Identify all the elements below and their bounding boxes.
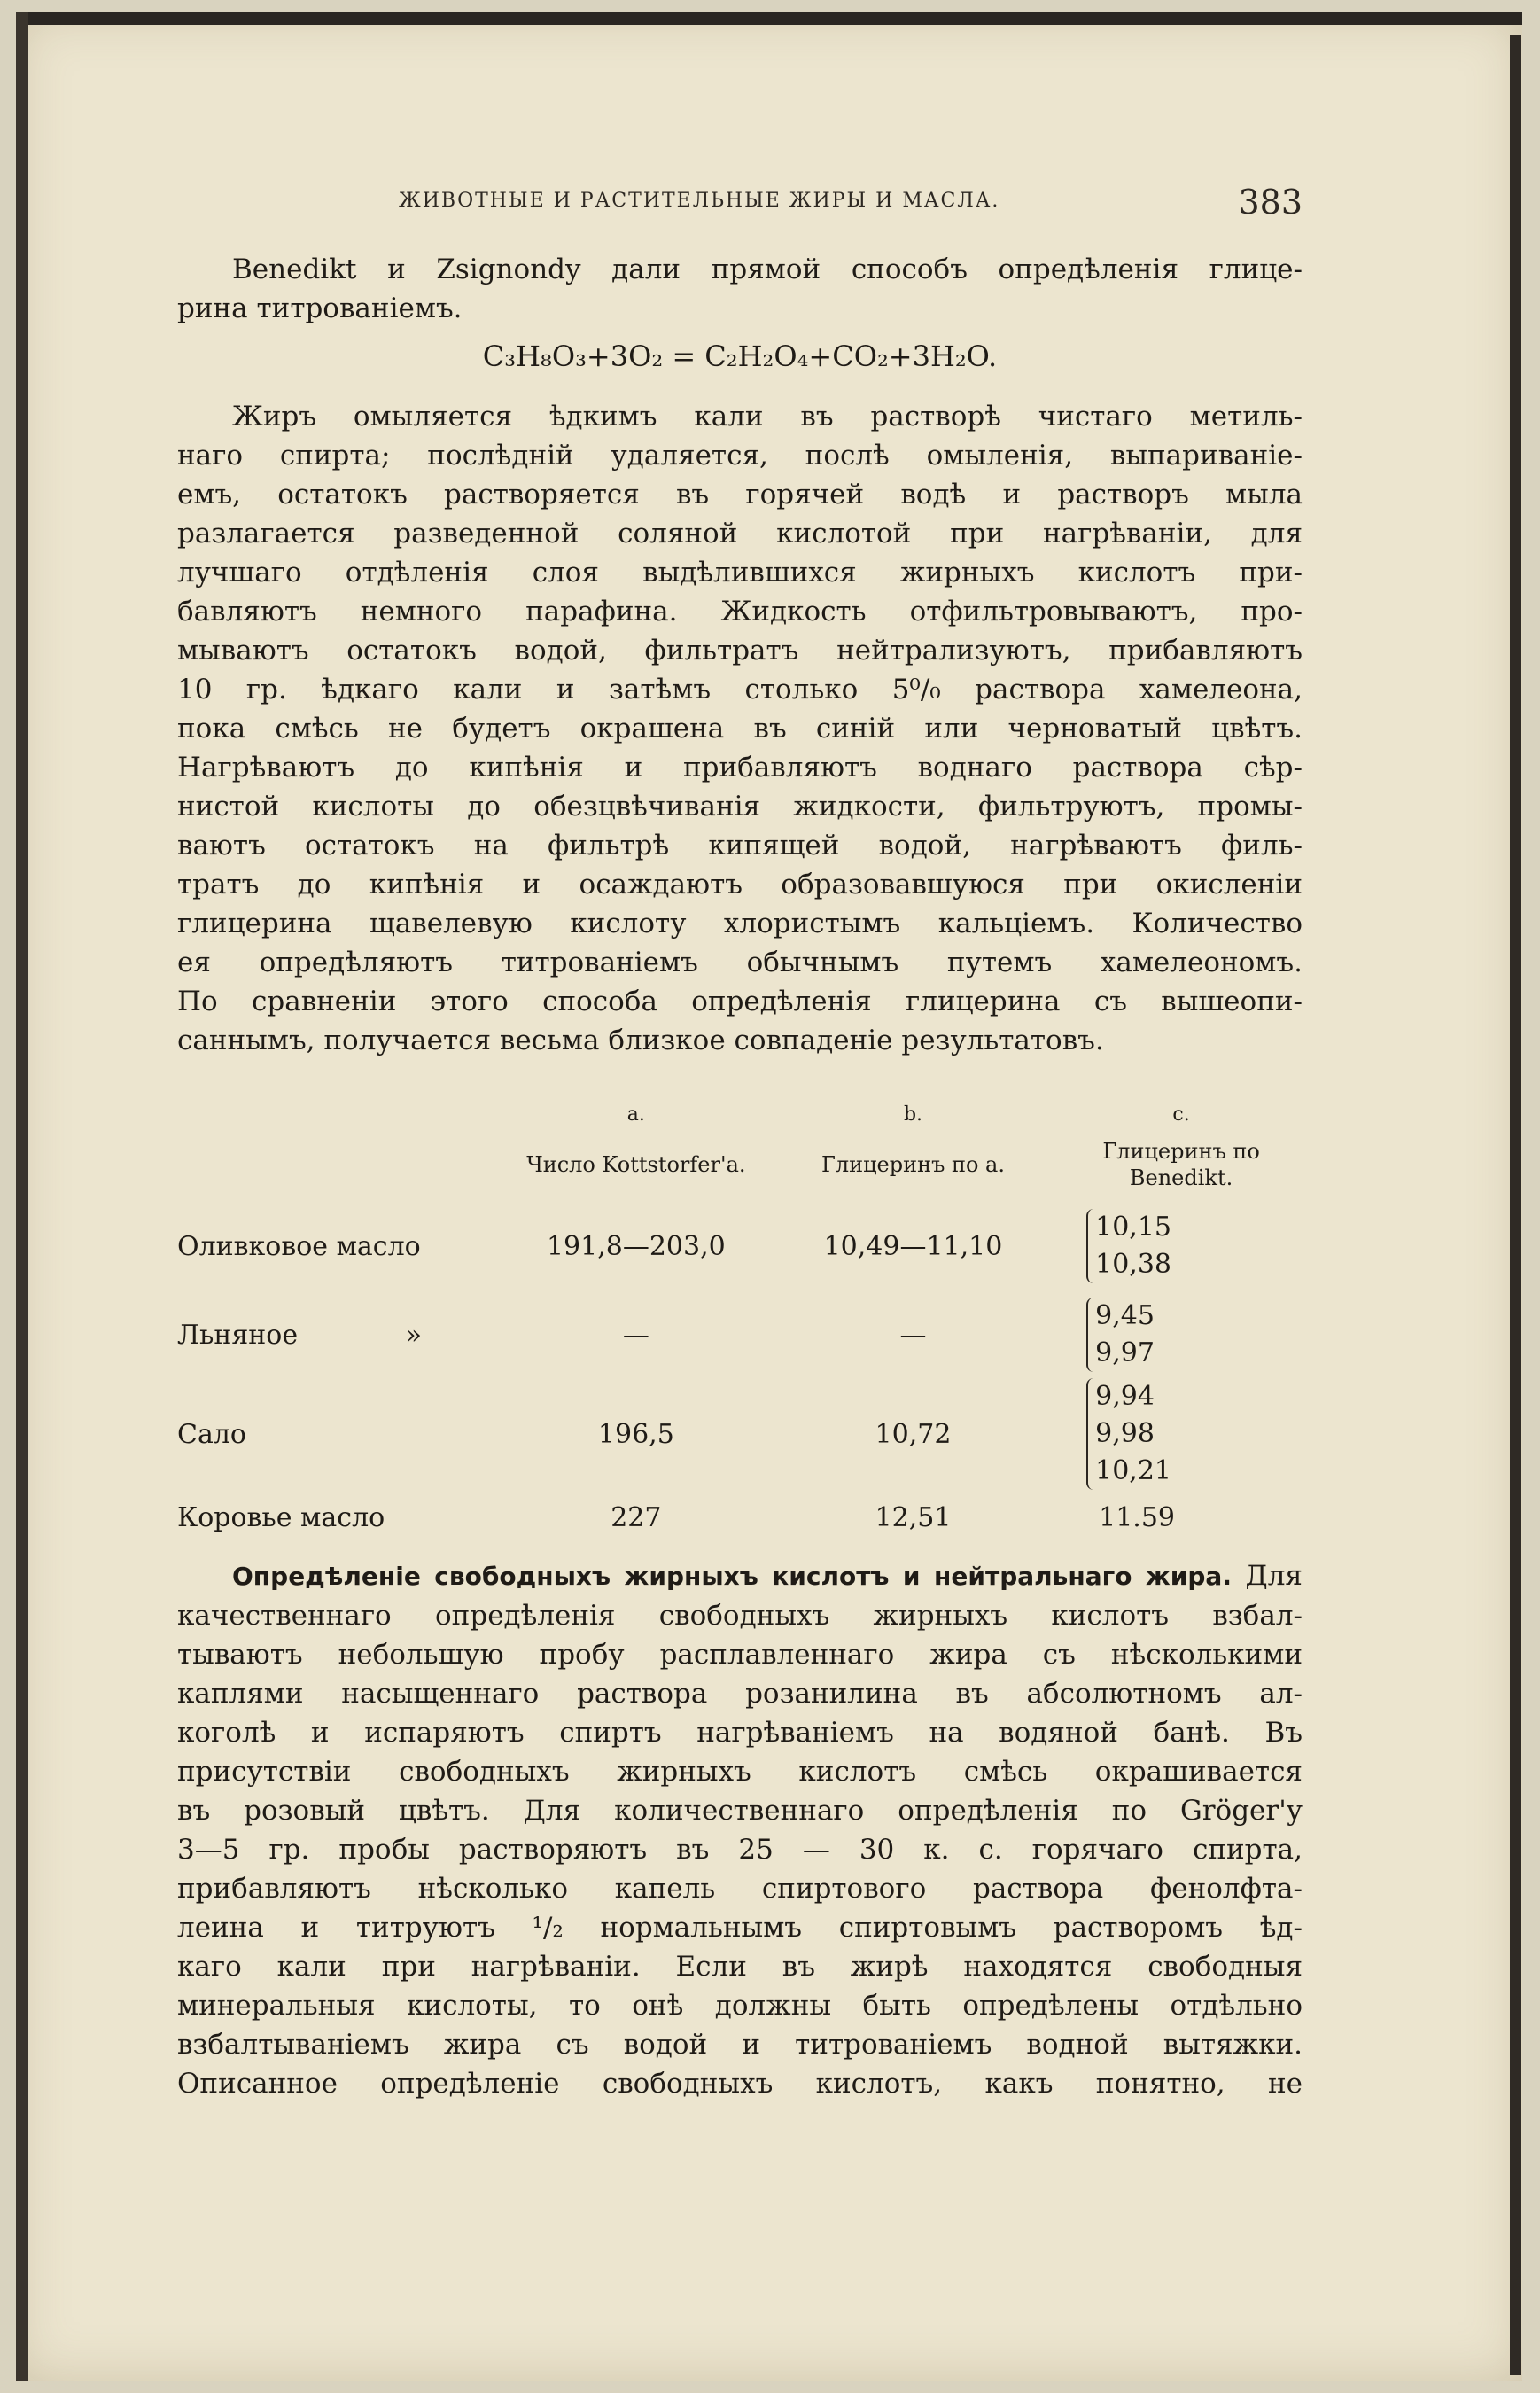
text-line: взбалтываніемъ жира съ водой и титрованіемъ водной вытяжки. — [177, 2029, 1303, 2061]
row-name: Оливковое масло — [177, 1230, 421, 1262]
cell-c-value: 10,21 — [1095, 1455, 1171, 1486]
cell-c-value: 9,97 — [1095, 1337, 1155, 1368]
binding-edge-right — [1510, 35, 1521, 2375]
cell-a: 227 — [611, 1501, 662, 1533]
paragraph-free-acids — [177, 1556, 1303, 2103]
text-line: присутствіи свободныхъ жирныхъ кислотъ смѣсь окрашивается — [177, 1756, 1303, 1788]
text-line: 3—5 гр. пробы растворяютъ въ 25 — 30 к. с. горячаго спирта, — [177, 1834, 1303, 1866]
cell-c-value: 10,38 — [1095, 1249, 1171, 1280]
text-line: разлагается разведенной соляной кислотой при нагрѣваніи, для — [177, 518, 1303, 550]
text-line: Benedikt и Zsignondy дали прямой способъ опредѣленія глице- — [232, 253, 1303, 285]
text-line: рина титрованіемъ. — [177, 292, 463, 324]
column-letter-b: b. — [903, 1103, 923, 1126]
text-line: тываютъ небольшую пробу расплавленнаго жира съ нѣсколькими — [177, 1639, 1303, 1671]
glycerin-table — [177, 1099, 1303, 1544]
text-line: каплями насыщеннаго раствора розанилина въ абсолютномъ ал- — [177, 1678, 1303, 1710]
table-letter-row — [177, 1099, 1303, 1129]
intro-paragraph — [177, 250, 1303, 328]
text-line: тратъ до кипѣнія и осаждаютъ образовавшуюся при окисленіи — [177, 869, 1303, 900]
section-heading: Опредѣленіе свободныхъ жирныхъ кислотъ и нейтральнаго жира. — [232, 1562, 1232, 1591]
text-line: ваютъ остатокъ на фильтрѣ кипящей водой, нагрѣваютъ филь- — [177, 830, 1303, 861]
column-header-a: Число Kottstorfer'a. — [526, 1152, 746, 1177]
page-number: 383 — [1238, 183, 1303, 222]
brace-group — [1086, 1298, 1155, 1372]
chemical-formula: C₃H₈O₃+3O₂ = C₂H₂O₄+CO₂+3H₂O. — [482, 339, 998, 373]
text-line: глицерина щавелевую кислоту хлористымъ кальціемъ. Количество — [177, 908, 1303, 939]
column-header-c-line2: Benedikt. — [1129, 1165, 1233, 1190]
text-line: ея опредѣляютъ титрованіемъ обычнымъ путемъ хамелеономъ. — [177, 947, 1303, 978]
cell-c-value: 9,94 — [1095, 1381, 1155, 1412]
table-row — [177, 1292, 1303, 1377]
page-header — [177, 177, 1303, 234]
cell-b: 10,72 — [875, 1418, 952, 1450]
column-header-b: Глицеринъ по a. — [821, 1152, 1005, 1177]
brace-group — [1086, 1378, 1171, 1490]
cell-a: 196,5 — [597, 1418, 674, 1450]
text-line: 10 гр. ѣдкаго кали и затѣмъ столько 5⁰/₀ раствора хамелеона, — [177, 674, 1303, 705]
text-line: леина и титруютъ ¹/₂ нормальнымъ спиртовымъ растворомъ ѣд- — [177, 1912, 1303, 1944]
brace-group — [1086, 1209, 1171, 1283]
text-line: наго спирта; послѣдній удаляется, послѣ омыленія, выпариваніе- — [177, 440, 1303, 472]
column-header-c — [1060, 1129, 1303, 1200]
text-line: каго кали при нагрѣваніи. Если въ жирѣ находятся свободныя — [177, 1951, 1303, 1983]
cell-b: 10,49—11,10 — [823, 1230, 1003, 1262]
table-header-row — [177, 1129, 1303, 1200]
paragraph-method — [177, 397, 1303, 1060]
row-name-text: Льняное — [177, 1319, 299, 1351]
text-line: По сравненіи этого способа опредѣленія глицерина съ вышеопи- — [177, 986, 1303, 1017]
cell-c-value: 9,45 — [1095, 1300, 1155, 1331]
binding-edge-top — [16, 12, 1522, 25]
binding-edge-left — [16, 12, 28, 2381]
heading-continuation: Для — [1231, 1560, 1303, 1592]
text-line: Жиръ омыляется ѣдкимъ кали въ растворѣ чистаго метиль- — [232, 401, 1303, 433]
text-line: въ розовый цвѣтъ. Для количественнаго опредѣленія по Gröger'у — [177, 1795, 1303, 1827]
cell-c-value: 11.59 — [1099, 1501, 1175, 1533]
column-letter-c: c. — [1172, 1103, 1190, 1126]
cell-c — [1060, 1491, 1303, 1544]
cell-c — [1060, 1377, 1303, 1491]
text-line: мываютъ остатокъ водой, фильтратъ нейтрализуютъ, прибавляютъ — [177, 635, 1303, 666]
text-line: Описанное опредѣленіе свободныхъ кислотъ, какъ понятно, не — [177, 2068, 1303, 2100]
row-name: Коровье масло — [177, 1501, 385, 1533]
text-line: саннымъ, получается весьма близкое совпаденіе результатовъ. — [177, 1025, 1104, 1056]
table-row — [177, 1200, 1303, 1292]
cell-a: — — [622, 1319, 649, 1351]
column-header-c-line1: Глицеринъ по — [1102, 1139, 1260, 1164]
column-letter-a: a. — [626, 1103, 645, 1126]
row-name: Сало — [177, 1418, 246, 1450]
ditto-mark: » — [405, 1319, 423, 1351]
cell-c — [1060, 1200, 1303, 1292]
table-row — [177, 1377, 1303, 1491]
running-head: ЖИВОТНЫЕ И РАСТИТЕЛЬНЫЕ ЖИРЫ И МАСЛА. — [399, 190, 1000, 212]
cell-a: 191,8—203,0 — [546, 1230, 726, 1262]
text-line: прибавляютъ нѣсколько капель спиртового раствора фенолфта- — [177, 1873, 1303, 1905]
text-line: Нагрѣваютъ до кипѣнія и прибавляютъ воднаго раствора сѣр- — [177, 752, 1303, 783]
cell-b: — — [899, 1319, 927, 1351]
table-row — [177, 1491, 1303, 1544]
cell-c — [1060, 1292, 1303, 1377]
row-name — [177, 1292, 506, 1377]
text-line: качественнаго опредѣленія свободныхъ жирныхъ кислотъ взбал- — [177, 1600, 1303, 1632]
text-line: бавляютъ немного парафина. Жидкость отфильтровываютъ, про- — [177, 596, 1303, 627]
text-line: емъ, остатокъ растворяется въ горячей водѣ и растворъ мыла — [177, 479, 1303, 511]
text-line: минеральныя кислоты, то онѣ должны быть опредѣлены отдѣльно — [177, 1990, 1303, 2022]
cell-b: 12,51 — [875, 1501, 952, 1533]
cell-c-value: 10,15 — [1095, 1212, 1171, 1243]
text-line: нистой кислоты до обезцвѣчиванія жидкости, фильтруютъ, промы- — [177, 791, 1303, 822]
text-line: коголѣ и испаряютъ спиртъ нагрѣваніемъ на водяной банѣ. Въ — [177, 1717, 1303, 1749]
cell-c-value: 9,98 — [1095, 1418, 1155, 1449]
text-line: пока смѣсь не будетъ окрашена въ синій или черноватый цвѣтъ. — [177, 713, 1303, 744]
text-line: лучшаго отдѣленія слоя выдѣлившихся жирныхъ кислотъ при- — [177, 557, 1303, 589]
text-line — [177, 1556, 1303, 1596]
